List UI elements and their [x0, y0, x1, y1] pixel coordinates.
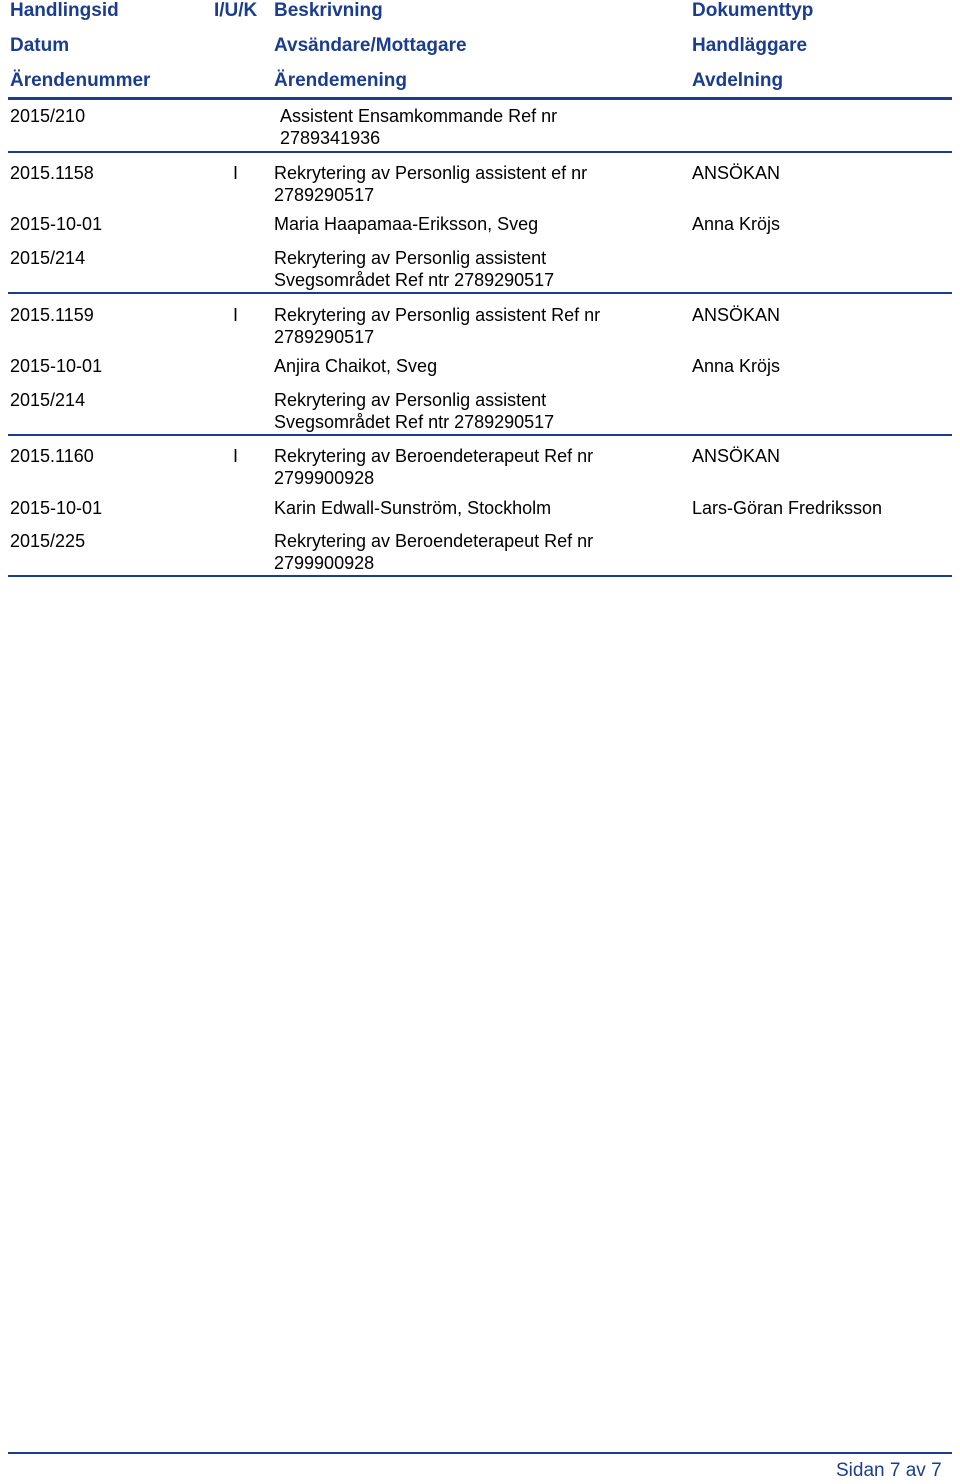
handlaggare-value: Anna Kröjs	[692, 214, 781, 234]
handlaggare-value: Anna Kröjs	[692, 356, 781, 376]
col-arendemening: Ärendemening	[274, 70, 408, 91]
arendemening-value: Rekrytering av Beroendeterapeut Ref nr 2799900928	[274, 531, 594, 573]
handlingsid-value: 2015.1158	[10, 163, 94, 183]
col-handlaggare: Handläggare	[692, 35, 808, 56]
avsandare-value: Anjira Chaikot, Sveg	[274, 356, 438, 376]
iuk-value: I	[233, 305, 239, 325]
arendemening-value: Rekrytering av Personlig assistent Svegsområdet Ref ntr 2789290517	[274, 390, 555, 432]
beskrivning-value: Rekrytering av Personlig assistent ef nr 2789290517	[274, 163, 588, 205]
record-divider	[8, 151, 952, 153]
arendenummer-value: 2015/210	[10, 106, 86, 126]
record-divider	[8, 292, 952, 294]
col-iuk: I/U/K	[214, 0, 258, 21]
arendenummer-value: 2015/214	[10, 248, 86, 268]
col-dokumenttyp: Dokumenttyp	[692, 0, 814, 21]
datum-value: 2015-10-01	[10, 356, 103, 376]
arendenummer-value: 2015/214	[10, 390, 86, 410]
handlaggare-value: Lars-Göran Fredriksson	[692, 498, 883, 518]
avsandare-value: Karin Edwall-Sunström, Stockholm	[274, 498, 552, 518]
iuk-value: I	[233, 446, 239, 466]
arendenummer-value: 2015/225	[10, 531, 86, 551]
record-divider	[8, 434, 952, 436]
iuk-value: I	[233, 163, 239, 183]
footer-divider	[8, 1452, 952, 1454]
arendemening-value: Rekrytering av Personlig assistent Svegsområdet Ref ntr 2789290517	[274, 248, 555, 290]
dokumenttyp-value: ANSÖKAN	[692, 163, 781, 183]
arendemening-value: Assistent Ensamkommande Ref nr 2789341936	[280, 106, 558, 148]
page-number: Sidan 7 av 7	[836, 1460, 942, 1481]
col-arendenummer: Ärendenummer	[10, 70, 151, 91]
col-datum: Datum	[10, 35, 70, 56]
datum-value: 2015-10-01	[10, 214, 103, 234]
avsandare-value: Maria Haapamaa-Eriksson, Sveg	[274, 214, 539, 234]
handlingsid-value: 2015.1159	[10, 305, 94, 325]
dokumenttyp-value: ANSÖKAN	[692, 446, 781, 466]
record-divider	[8, 575, 952, 577]
col-avdelning: Avdelning	[692, 70, 784, 91]
col-beskrivning: Beskrivning	[274, 0, 383, 21]
beskrivning-value: Rekrytering av Beroendeterapeut Ref nr 2799900928	[274, 446, 594, 488]
dokumenttyp-value: ANSÖKAN	[692, 305, 781, 325]
beskrivning-value: Rekrytering av Personlig assistent Ref nr 2789290517	[274, 305, 601, 347]
datum-value: 2015-10-01	[10, 498, 103, 518]
col-avsandare: Avsändare/Mottagare	[274, 35, 467, 56]
col-handlingsid: Handlingsid	[10, 0, 119, 21]
handlingsid-value: 2015.1160	[10, 446, 94, 466]
header-divider	[8, 97, 952, 100]
